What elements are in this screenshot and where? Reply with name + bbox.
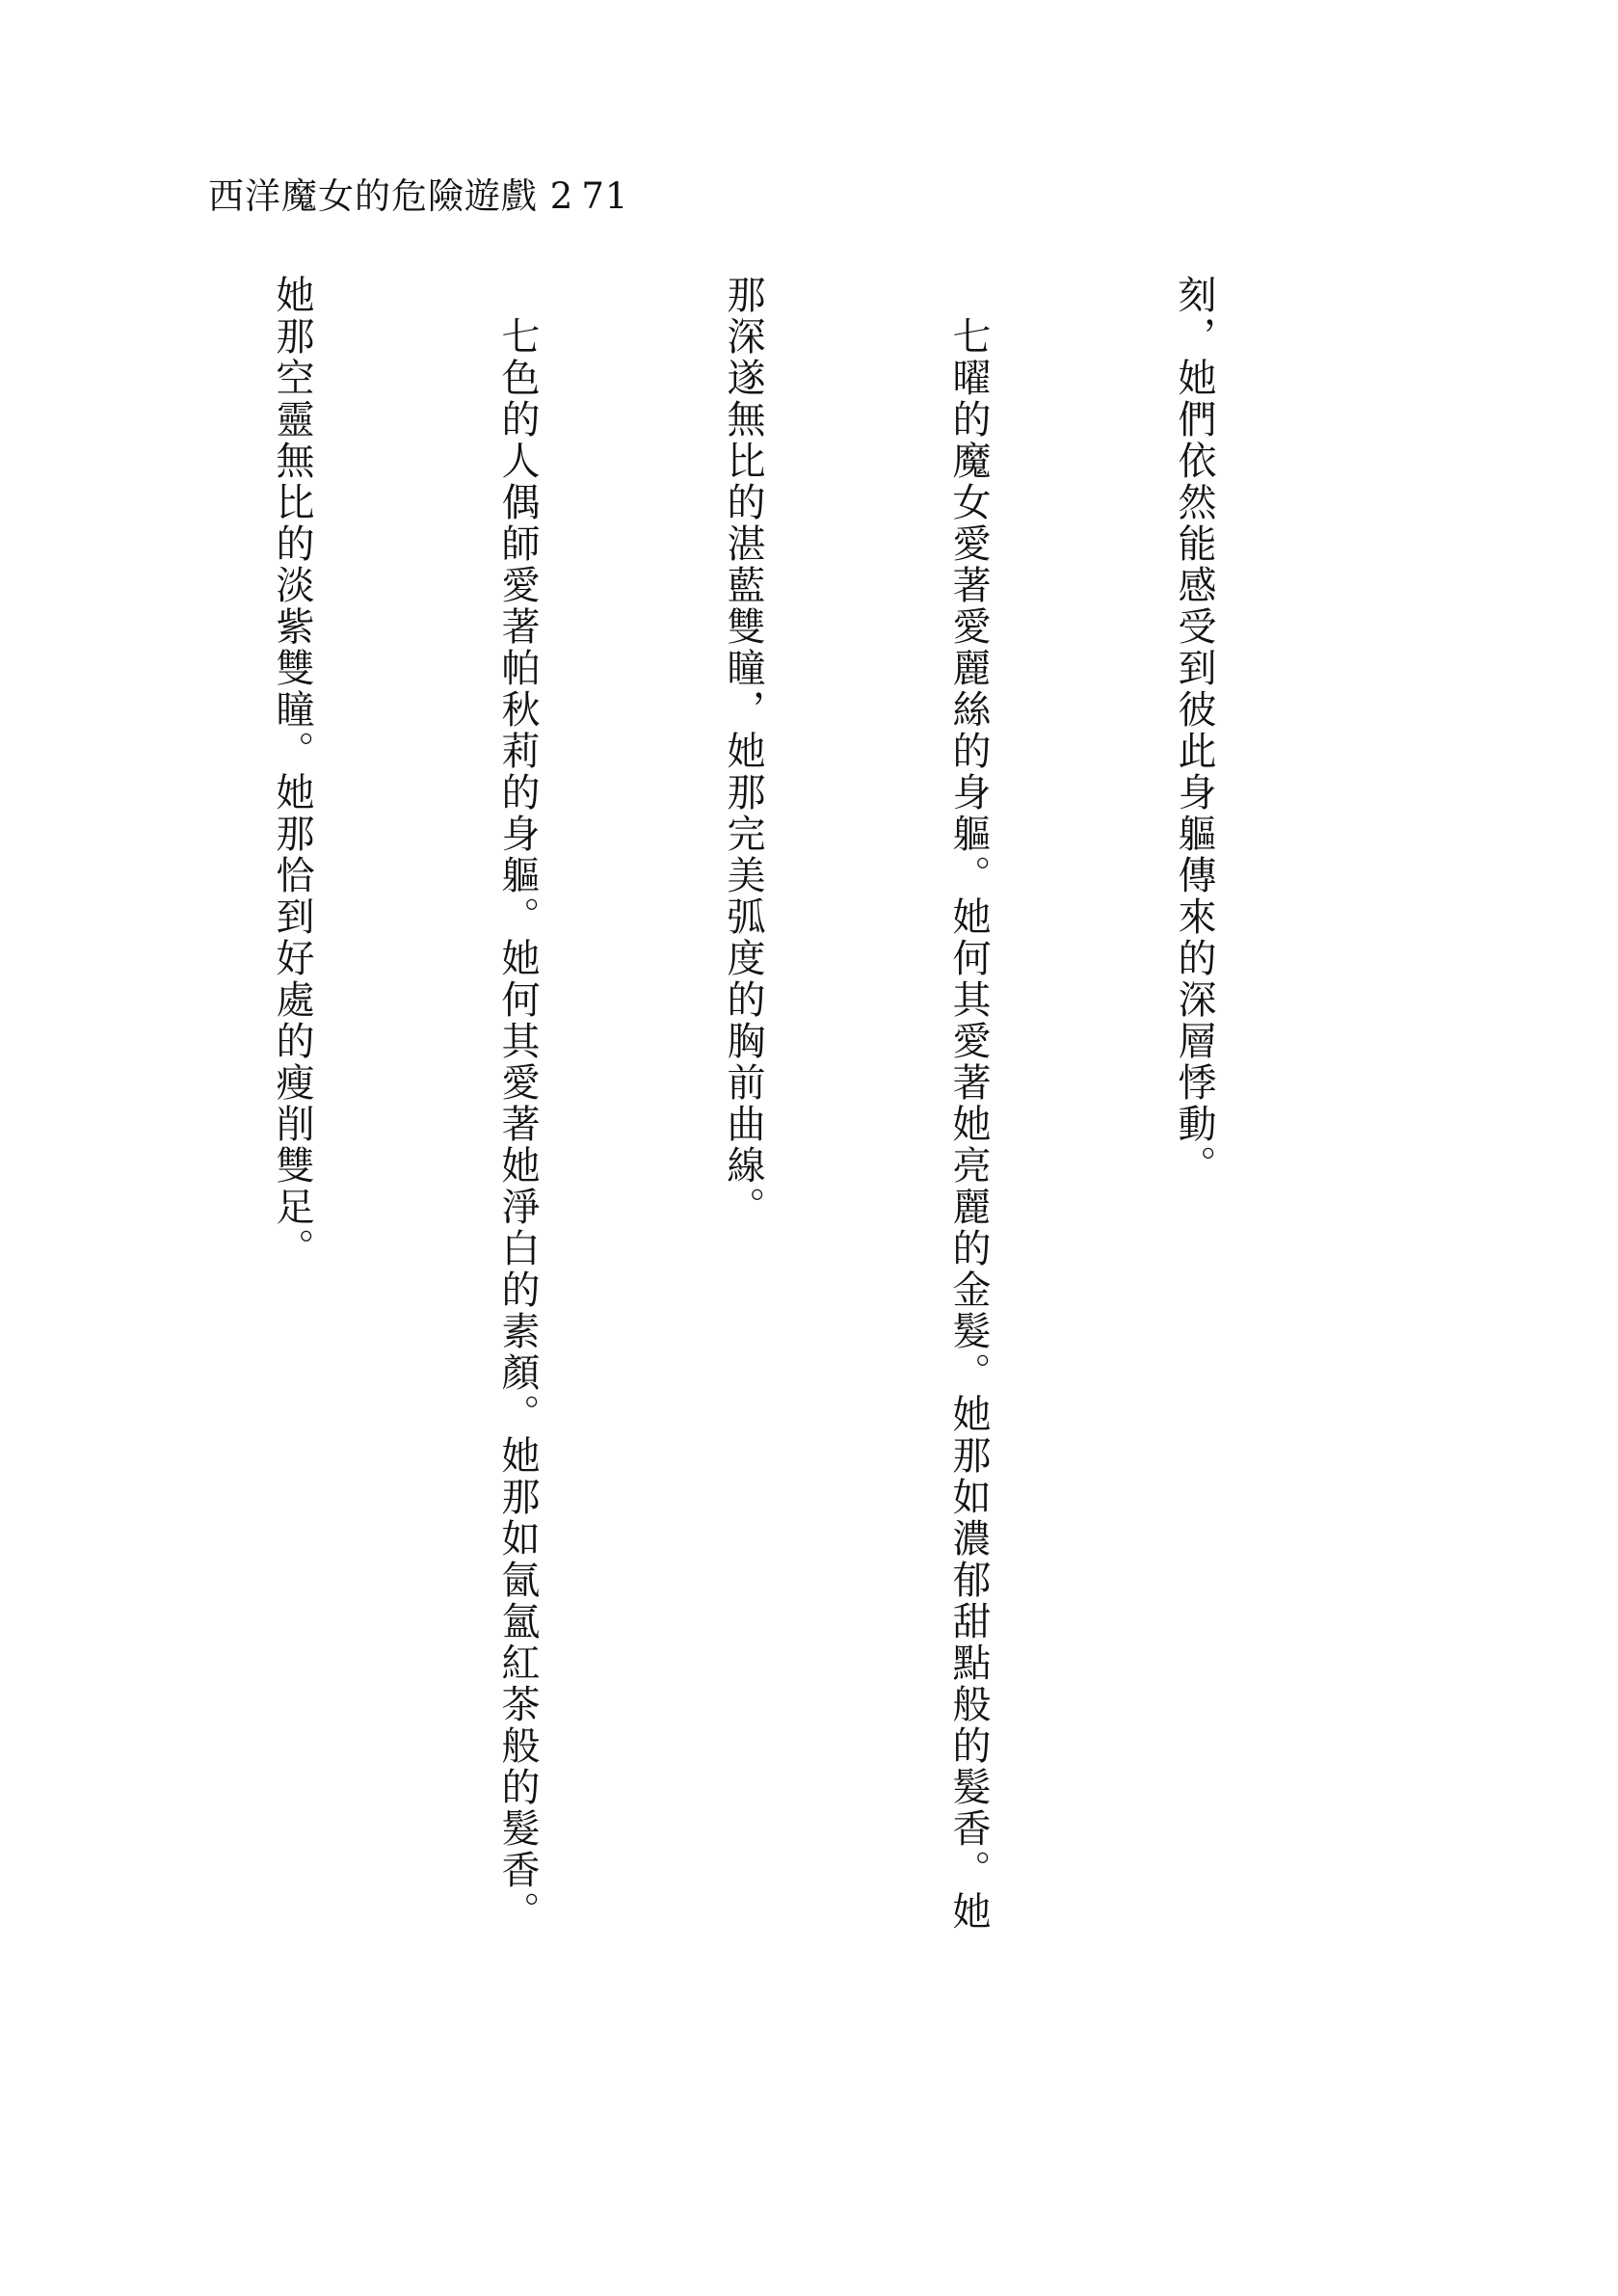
blank-line — [29, 275, 104, 2106]
paragraph-2-continued: 那深遂無比的湛藍雙瞳，她那完美弧度的胸前曲線。 — [721, 275, 765, 1228]
vertical-body-text — [0, 275, 1382, 2106]
paragraph-2: 七曜的魔女愛著愛麗絲的身軀。她何其愛著她亮麗的金髮。她那如濃郁甜點般的髮香。她 — [946, 316, 991, 1933]
paragraph-3-continued: 她那空靈無比的淡紫雙瞳。她那恰到好處的瘦削雙足。 — [270, 275, 314, 1269]
paragraph-1: 刻，她們依然能感受到彼此身軀傳來的深層悸動。 — [1172, 275, 1216, 1187]
page-number: 71 — [581, 175, 629, 217]
paragraph-3: 七色的人偶師愛著帕秋莉的身軀。她何其愛著她淨白的素顏。她那如氤氳紅茶般的髮香。 — [495, 316, 540, 1933]
page-header — [208, 174, 628, 220]
book-title: 西洋魔女的危險遊戲 2 — [208, 175, 574, 217]
